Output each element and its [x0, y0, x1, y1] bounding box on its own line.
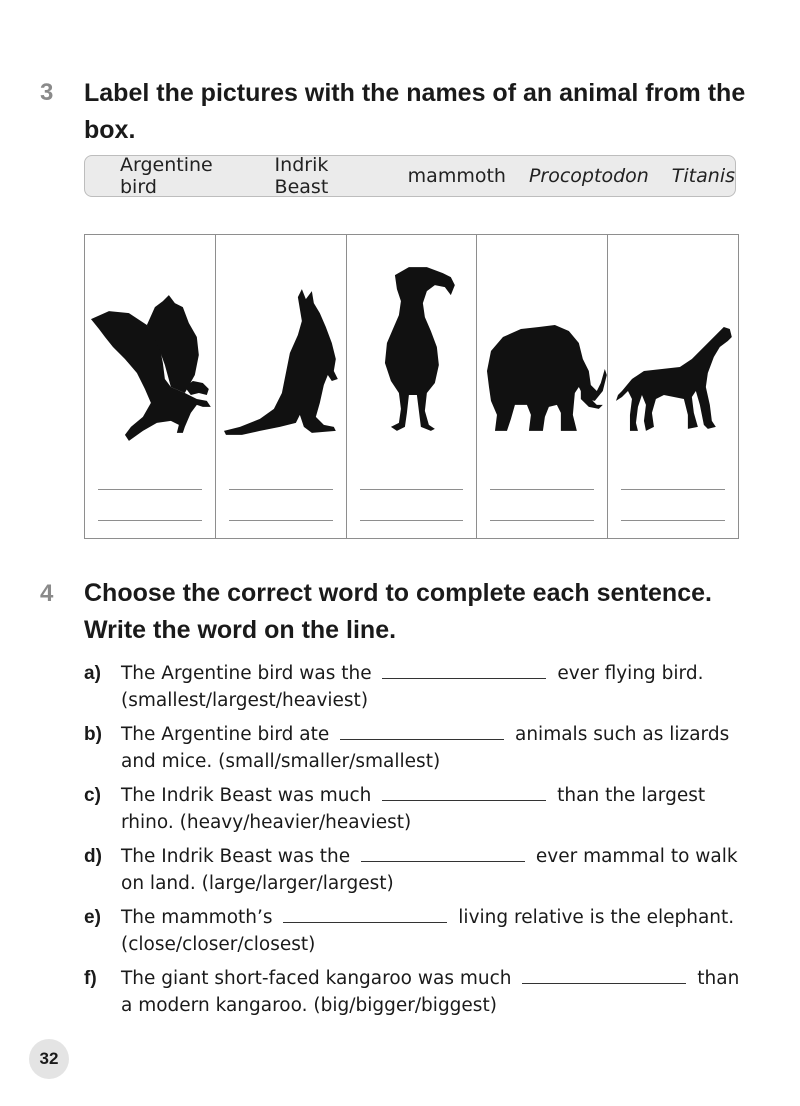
sentence-start: The Indrik Beast was much	[121, 785, 372, 806]
question-3-title: Label the pictures with the names of an animal from the box.	[84, 79, 746, 144]
word-options: (smallest/largest/heaviest)	[121, 690, 369, 711]
kangaroo-silhouette-icon	[216, 255, 346, 465]
item-text	[121, 965, 744, 1019]
answer-blank[interactable]	[382, 660, 546, 679]
answer-line[interactable]	[621, 520, 725, 521]
item-text	[121, 904, 744, 958]
answer-line[interactable]	[621, 489, 725, 490]
word-options: (heavy/heavier/heaviest)	[179, 812, 412, 833]
question-4-number: 4	[40, 580, 54, 607]
answer-line[interactable]	[98, 489, 202, 490]
sentence-end: ever mammal to walk on land.	[121, 846, 738, 894]
word-box-item: Argentine bird	[120, 154, 213, 198]
sentence-list	[84, 660, 744, 1026]
picture-cell	[216, 235, 347, 538]
sentence-start: The mammoth’s	[121, 907, 273, 928]
item-label: c)	[84, 785, 101, 806]
item-text	[121, 660, 744, 714]
sentence-end: living relative is the elephant.	[458, 907, 735, 928]
answer-line[interactable]	[98, 520, 202, 521]
sentence-end: than the largest rhino.	[121, 785, 706, 833]
answer-blank[interactable]	[340, 721, 504, 740]
answer-blank[interactable]	[522, 965, 686, 984]
answer-line[interactable]	[360, 520, 464, 521]
list-item	[84, 721, 744, 775]
item-label: b)	[84, 724, 102, 745]
word-box-item: mammoth	[407, 165, 506, 187]
picture-cell	[85, 235, 216, 538]
answer-line[interactable]	[229, 489, 333, 490]
word-options: (large/larger/largest)	[201, 873, 394, 894]
item-label: f)	[84, 968, 97, 989]
item-label: d)	[84, 846, 102, 867]
word-options: (big/bigger/biggest)	[313, 995, 497, 1016]
sentence-end: than a modern kangaroo.	[121, 968, 740, 1016]
list-item	[84, 843, 744, 897]
sentence-start: The giant short-faced kangaroo was much	[121, 968, 512, 989]
sentence-start: The Argentine bird was the	[121, 663, 372, 684]
word-box-item: Indrik Beast	[274, 154, 329, 198]
item-text	[121, 843, 744, 897]
answer-blank[interactable]	[361, 843, 525, 862]
indrik-beast-silhouette-icon	[608, 255, 738, 465]
bird-silhouette-icon	[85, 255, 215, 465]
item-label: e)	[84, 907, 101, 928]
terror-bird-silhouette-icon	[347, 255, 477, 465]
question-4-title: Choose the correct word to complete each sentence. Write the word on the line.	[84, 579, 712, 644]
sentence-start: The Indrik Beast was the	[121, 846, 351, 867]
sentence-start: The Argentine bird ate	[121, 724, 330, 745]
list-item	[84, 782, 744, 836]
word-box	[84, 155, 736, 197]
picture-cell	[347, 235, 478, 538]
picture-grid	[84, 234, 739, 539]
mammoth-silhouette-icon	[477, 255, 607, 465]
answer-blank[interactable]	[283, 904, 447, 923]
word-options: (close/closer/closest)	[121, 934, 316, 955]
page-number: 32	[29, 1039, 69, 1079]
question-3-number: 3	[40, 79, 54, 106]
picture-cell	[608, 235, 738, 538]
answer-line[interactable]	[229, 520, 333, 521]
answer-line[interactable]	[360, 489, 464, 490]
item-label: a)	[84, 663, 101, 684]
answer-line[interactable]	[490, 489, 594, 490]
item-text	[121, 782, 744, 836]
answer-blank[interactable]	[382, 782, 546, 801]
list-item	[84, 965, 744, 1019]
word-options: (small/smaller/smallest)	[218, 751, 441, 772]
picture-cell	[477, 235, 608, 538]
sentence-end: animals such as lizards and mice.	[121, 724, 730, 772]
word-box-item: Procoptodon	[528, 165, 649, 187]
list-item	[84, 660, 744, 714]
word-box-item: Titanis	[671, 165, 735, 187]
item-text	[121, 721, 744, 775]
answer-line[interactable]	[490, 520, 594, 521]
sentence-end: ever flying bird.	[557, 663, 704, 684]
list-item	[84, 904, 744, 958]
